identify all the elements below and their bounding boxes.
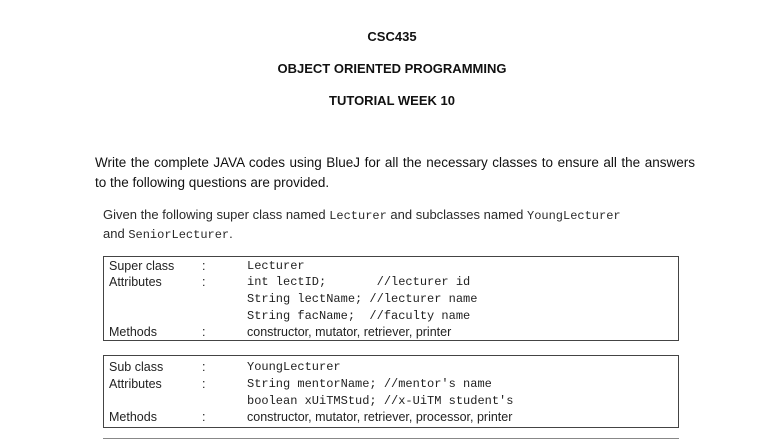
colon: : <box>202 377 206 391</box>
instruction-paragraph: Write the complete JAVA codes using BlueJ for all the necessary classes to ensure all the answers to the following questions are provided. <box>95 155 695 190</box>
methods-label: Methods <box>109 325 157 339</box>
subclass-row-attr2 <box>104 393 678 409</box>
colon: : <box>202 325 206 339</box>
course-code: CSC435 <box>367 29 417 44</box>
superclass-table <box>103 256 679 341</box>
super-class-value: Lecturer <box>247 259 305 273</box>
attributes-label: Attributes <box>109 377 162 391</box>
tutorial-title: TUTORIAL WEEK 10 <box>329 93 455 108</box>
colon: : <box>202 360 206 374</box>
given-text-3: and <box>103 226 129 241</box>
methods-value: constructor, mutator, retriever, processor, printer <box>247 410 513 424</box>
given-text-4: . <box>229 226 233 241</box>
attribute-mentor-name: String mentorName; //mentor's name <box>247 377 492 391</box>
class-name-lecturer: Lecturer <box>329 209 387 223</box>
given-paragraph <box>103 206 693 244</box>
subclass-row-methods <box>104 409 678 425</box>
attributes-label: Attributes <box>109 275 162 289</box>
colon: : <box>202 275 206 289</box>
methods-label: Methods <box>109 410 157 424</box>
super-class-label: Super class <box>109 259 175 273</box>
colon: : <box>202 259 206 273</box>
superclass-row-methods <box>104 324 678 340</box>
superclass-row-attributes <box>104 274 678 290</box>
superclass-row-name <box>104 258 678 274</box>
sub-class-value: YoungLecturer <box>247 360 341 374</box>
course-name: OBJECT ORIENTED PROGRAMMING <box>277 61 507 76</box>
colon: : <box>202 410 206 424</box>
subclass-table <box>103 355 679 428</box>
attribute-fac-name: String facName; //faculty name <box>247 309 471 323</box>
superclass-row-attr3 <box>104 308 678 324</box>
divider <box>103 438 679 439</box>
sub-class-label: Sub class <box>109 360 164 374</box>
attribute-lect-name: String lectName; //lecturer name <box>247 292 478 306</box>
class-name-senior-lecturer: SeniorLecturer <box>128 228 230 242</box>
superclass-row-attr2 <box>104 291 678 307</box>
subclass-row-name <box>104 359 678 375</box>
given-text-1: Given the following super class named <box>103 207 330 222</box>
given-text-2: and subclasses named <box>386 207 527 222</box>
methods-value: constructor, mutator, retriever, printer <box>247 325 452 339</box>
attribute-xuitm-stud: boolean xUiTMStud; //x-UiTM student's <box>247 394 514 408</box>
class-name-young-lecturer: YoungLecturer <box>527 209 621 223</box>
subclass-row-attributes <box>104 376 678 392</box>
attribute-lect-id: int lectID; //lecturer id <box>247 275 471 289</box>
